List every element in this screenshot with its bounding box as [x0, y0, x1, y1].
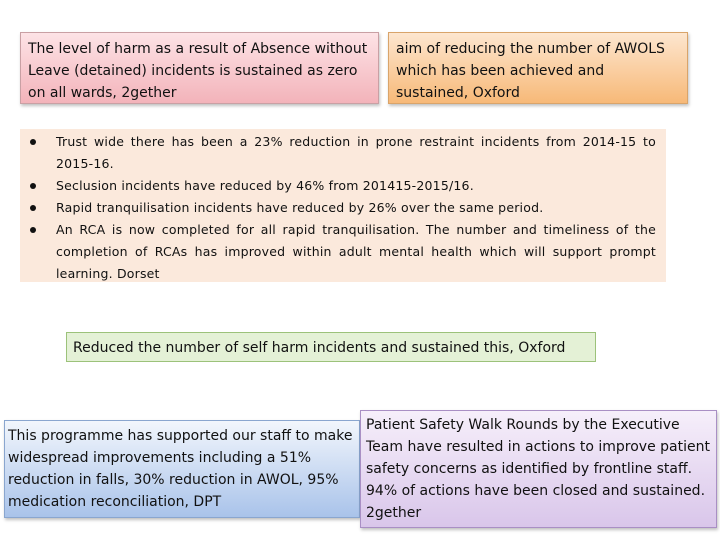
self-harm-text: Reduced the number of self harm incidents and sustained this, Oxford [73, 340, 566, 356]
awol-harm-text: The level of harm as a result of Absence without Leave (detained) incidents is sustained as zero on all wards, 2gether [28, 41, 368, 101]
bullet-icon [30, 139, 36, 145]
programme-box [4, 420, 360, 518]
list-item [20, 131, 656, 175]
walk-rounds-box [360, 410, 717, 528]
walk-rounds-text: Patient Safety Walk Rounds by the Executive Team have resulted in actions to improve patient safety concerns as identified by frontline staff. 94% of actions have been closed and sustained. 2gether [366, 417, 710, 521]
restraint-bullets-box [20, 129, 666, 282]
bullet-icon [30, 227, 36, 233]
self-harm-box [66, 332, 596, 362]
list-item [20, 219, 656, 285]
programme-text: This programme has supported our staff to make widespread improvements including a 51% reduction in falls, 30% reduction in AWOL, 95% medication reconciliation, DPT [8, 428, 353, 510]
awols-reduction-text: aim of reducing the number of AWOLS which has been achieved and sustained, Oxford [396, 41, 665, 101]
list-item [20, 175, 656, 197]
bullet-text: Seclusion incidents have reduced by 46% from 201415-2015/16. [56, 178, 474, 193]
bullet-icon [30, 205, 36, 211]
awols-reduction-box [388, 32, 688, 104]
list-item [20, 197, 656, 219]
bullet-text: Rapid tranquilisation incidents have reduced by 26% over the same period. [56, 200, 544, 215]
bullet-text: Trust wide there has been a 23% reduction in prone restraint incidents from 2014-15 to 2015-16. [56, 134, 656, 171]
awol-harm-box [20, 32, 379, 104]
bullet-icon [30, 183, 36, 189]
bullet-text: An RCA is now completed for all rapid tranquilisation. The number and timeliness of the completion of RCAs has improved within adult mental health which will support prompt learning. Dorset [56, 222, 656, 281]
bullet-list [20, 131, 656, 285]
